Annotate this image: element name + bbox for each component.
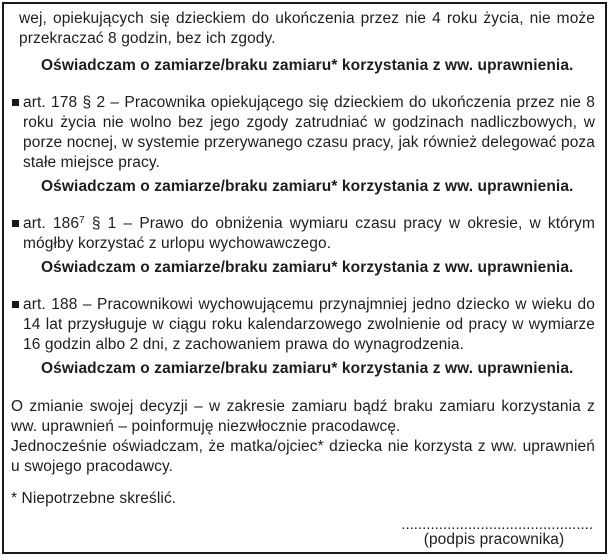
- article-text: art. 178 § 2 – Pracownika opiekującego się dzieckiem do ukończenia przez nie 8 roku życia nie wolno bez jego zgody zatrudniać w godzinach nadliczbowych, w porze nocnej, w systemie przerywanego czasu pracy, jak również delegować poza stałe miejsce pracy.: [23, 94, 595, 171]
- article-text-rest: § 1 – Prawo do obniżenia wymiaru czasu pracy w okresie, w którym mógłby korzystać z urlopu wychowawczego.: [23, 215, 595, 252]
- signature-label: (podpis pracownika): [423, 531, 565, 548]
- signature-block: [395, 519, 593, 549]
- declaration-line: Oświadczam o zamiarze/braku zamiaru* korzystania z ww. uprawnienia.: [41, 360, 574, 377]
- closing-paragraph-decision-change: O zmianie swojej decyzji – w zakresie zamiaru bądź braku zamiaru korzystania z ww. uprawnień – poinformuję niezwłocznie pracodawcę.: [11, 398, 595, 435]
- list-item-art-178: [11, 93, 595, 173]
- article-text: art. 188 – Pracownikowi wychowującemu przynajmniej jedno dziecko w wieku do 14 lat przysługuje w ciągu roku kalendarzowego zwolnienie od pracy w wymiarze 16 godzin albo 2 dni, z zachowaniem prawa do wynagrodzenia.: [23, 296, 595, 353]
- signature-dotted-line: ..............................................: [401, 519, 593, 531]
- square-bullet-icon: [12, 301, 19, 308]
- footnote-cross-out-note: * Niepotrzebne skreślić.: [11, 490, 177, 507]
- declaration-line: Oświadczam o zamiarze/braku zamiaru* korzystania z ww. uprawnienia.: [41, 57, 574, 74]
- continuation-paragraph: wej, opiekujących się dzieckiem do ukończenia przez nie 4 roku życia, nie może przekraczać 8 godzin, bez ich zgody.: [19, 10, 595, 47]
- article-text: art. 186: [23, 215, 80, 232]
- square-bullet-icon: [12, 99, 19, 106]
- superscript-reference: 7: [79, 215, 85, 226]
- declaration-line: Oświadczam o zamiarze/braku zamiaru* korzystania z ww. uprawnienia.: [41, 178, 574, 195]
- list-item-text: [23, 214, 595, 254]
- closing-paragraphs: [11, 397, 595, 477]
- declaration-line: Oświadczam o zamiarze/braku zamiaru* korzystania z ww. uprawnienia.: [41, 259, 574, 276]
- list-item-text: [23, 295, 595, 355]
- list-item-text: [23, 93, 595, 173]
- square-bullet-icon: [12, 220, 19, 227]
- document-page: [2, 2, 607, 554]
- list-item-art-186-7: [11, 214, 595, 254]
- closing-paragraph-other-parent: Jednocześnie oświadczam, że matka/ojciec* dziecka nie korzysta z ww. uprawnień u swojego pracodawcy.: [11, 438, 595, 475]
- list-item-art-188: [11, 295, 595, 355]
